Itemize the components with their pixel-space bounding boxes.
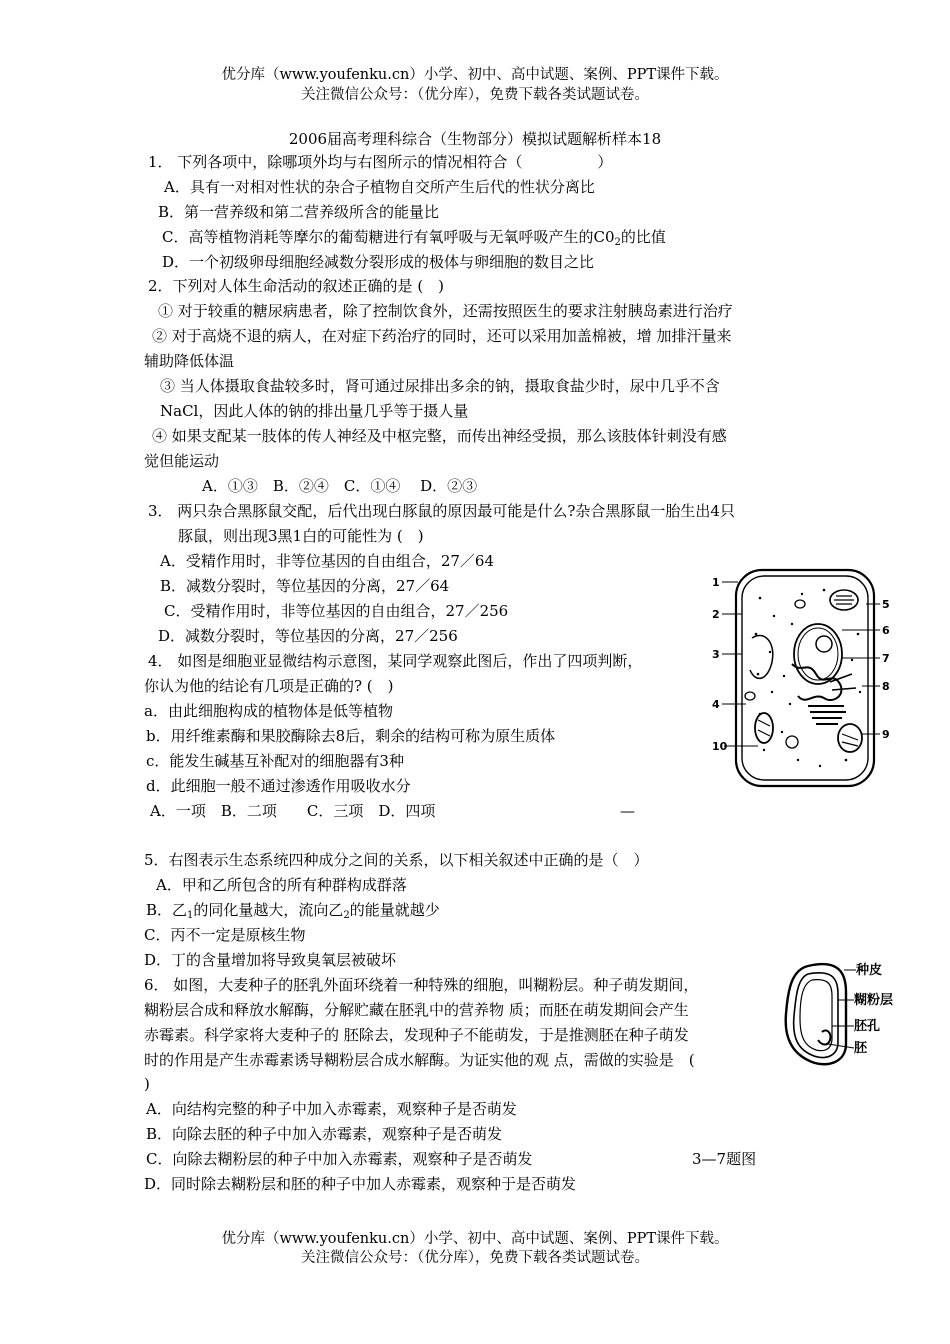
q4-judgment-a: a．由此细胞构成的植物体是低等植物 (144, 702, 393, 720)
q6-option-a: A．向结构完整的种子中加入赤霉素，观察种子是否萌发 (146, 1100, 517, 1118)
q2-statement-3b: NaCl，因此人体的钠的排出量几乎等于摄人量 (160, 402, 469, 420)
q2-statement-1: ① 对于较重的糖尿病患者，除了控制饮食外，还需按照医生的要求注射胰岛素进行治疗 (158, 302, 733, 320)
q2-statement-2b: 辅助降低体温 (144, 352, 235, 370)
seed-label-embryo: 胚 (854, 1041, 868, 1056)
mitochondrion-right (838, 724, 862, 752)
footer-line-2: 关注微信公众号：（优分库），免费下载各类试题试卷。 (301, 1250, 649, 1266)
q5-stem: 5．右图表示生态系统四种成分之间的关系，以下相关叙述中正确的是（ ） (144, 851, 649, 869)
plant-cell-diagram (712, 564, 898, 796)
q4-stem-1: 4． 如图是细胞亚显微结构示意图，某同学观察此图后，作出了四项判断， (148, 652, 643, 670)
seed-label-embryo-pore: 胚孔 (854, 1019, 881, 1034)
cell-label-4: 4 (712, 698, 720, 711)
cell-label-9: 9 (882, 728, 890, 741)
barley-seed-diagram (778, 958, 908, 1070)
q4-judgment-b: b．用纤维素酶和果胶酶除去8后，剩余的结构可称为原生质体 (146, 727, 556, 745)
nucleus (794, 624, 842, 684)
cell-label-2: 2 (712, 608, 720, 621)
q6-option-d: D．同时除去糊粉层和胚的种子中加人赤霉素，观察种于是否萌发 (144, 1175, 577, 1193)
q4-judgment-c: c．能发生碱基互补配对的细胞器有3种 (146, 752, 404, 770)
q6-option-b: B．向除去胚的种子中加入赤霉素，观察种子是否萌发 (146, 1125, 503, 1143)
small-organelle (745, 692, 755, 700)
header-line-2: 关注微信公众号：（优分库），免费下载各类试题试卷。 (301, 87, 649, 103)
nucleolus (816, 636, 832, 652)
vacuole-outline (750, 635, 773, 678)
q2-statement-4b: 觉但能运动 (144, 452, 220, 470)
cell-label-3: 3 (712, 648, 720, 661)
cell-label-7: 7 (882, 652, 890, 665)
endosperm (800, 980, 832, 1051)
q2-statement-2a: ② 对于高烧不退的病人，在对症下药治疗的同时，还可以采用加盖棉被，增 加排汗量来 (152, 327, 732, 345)
q1-option-b: B．第一营养级和第二营养级所含的能量比 (158, 203, 440, 221)
q3-option-b: B．减数分裂时，等位基因的分离，27／64 (160, 577, 450, 595)
q6-stem-4: 时的作用是产生赤霉素诱导糊粉层合成水解酶。为证实他的观 点，需做的实验是 ( (144, 1051, 695, 1069)
q3-option-c: C．受精作用时，非等位基因的自由组合，27／256 (164, 602, 509, 620)
q4-judgment-d: d．此细胞一般不通过渗透作用吸收水分 (146, 777, 411, 795)
q1-option-a: A．具有一对相对性状的杂合子植物自交所产生后代的性状分离比 (164, 178, 595, 196)
q1-stem: 1． 下列各项中，除哪项外均与右图所示的情况相符合（ ） (148, 153, 613, 171)
q2-stem: 2．下列对人体生命活动的叙述正确的是 ( ) (148, 277, 445, 295)
q4-dash: — (620, 802, 635, 820)
q5-option-d: D．丁的含量增加将导致臭氧层被破坏 (144, 951, 397, 969)
embryo (818, 1030, 830, 1044)
q3-stem-1: 3． 两只杂合黑豚鼠交配，后代出现白豚鼠的原因最可能是什么?杂合黑豚鼠一胎生出4只 (148, 502, 735, 520)
q1-option-d: D．一个初级卵母细胞经减数分裂形成的极体与卵细胞的数目之比 (162, 253, 595, 271)
q6-stem-5: ) (144, 1075, 150, 1093)
q6-option-c: C．向除去糊粉层的种子中加入赤霉素，观察种子是否萌发 (146, 1150, 533, 1168)
header-line-1: 优分库（www.youfenku.cn）小学、初中、高中试题、案例、PPT课件下载。 (221, 67, 729, 83)
q2-options: A．①③ B．②④ C．①④ D．②③ (202, 477, 478, 495)
figure-caption: 3—7题图 (692, 1150, 757, 1168)
q3-option-a: A．受精作用时，非等位基因的自由组合，27／64 (160, 552, 495, 570)
ribosome-cluster (795, 600, 805, 608)
seed-label-seed-coat: 种皮 (856, 963, 883, 978)
mitochondrion-left (755, 713, 773, 743)
q2-statement-3a: ③ 当人体摄取食盐较多时，肾可通过尿排出多余的钠，摄取食盐少时，尿中几乎不含 (160, 377, 720, 395)
q1-option-c: C．高等植物消耗等摩尔的葡萄糖进行有氧呼吸与无氧呼吸产生的$C0_2$的比值 (162, 228, 666, 248)
cell-label-8: 8 (882, 680, 890, 693)
q4-stem-2: 你认为他的结论有几项是正确的? ( ) (144, 677, 394, 695)
vesicle (786, 736, 798, 748)
footer-line-1: 优分库（www.youfenku.cn）小学、初中、高中试题、案例、PPT课件下载。 (221, 1231, 729, 1247)
golgi-apparatus (808, 706, 846, 724)
q6-stem-3: 赤霉素。科学家将大麦种子的 胚除去，发现种子不能萌发，于是推测胚在种子萌发 (144, 1026, 689, 1044)
page-title: 2006届高考理科综合（生物部分）模拟试题解析样本18 (288, 130, 662, 148)
q4-options: A．一项 B．二项 C．三项 D．四项 (150, 802, 436, 820)
q6-stem-1: 6． 如图，大麦种子的胚乳外面环绕着一种特殊的细胞，叫糊粉层。种子萌发期间， (144, 976, 699, 994)
cell-label-10: 10 (712, 740, 728, 753)
q6-stem-2: 糊粉层合成和释放水解酶，分解贮藏在胚乳中的营养物 质；而胚在萌发期间会产生 (144, 1001, 689, 1019)
cell-label-1: 1 (712, 576, 720, 589)
q5-option-b: B．乙$_1$的同化量越大，流向乙$_2$的能量就越少 (146, 901, 440, 921)
cell-label-6: 6 (882, 624, 890, 637)
q5-option-c: C．丙不一定是原核生物 (144, 926, 306, 944)
q2-statement-4a: ④ 如果支配某一肢体的传人神经及中枢完整，而传出神经受损，那么该肢体针刺没有感 (152, 427, 727, 445)
q3-stem-2: 豚鼠，则出现3黑1白的可能性为 ( ) (178, 527, 424, 545)
q3-option-d: D．减数分裂时，等位基因的分离，27／256 (158, 627, 458, 645)
cell-label-5: 5 (882, 598, 890, 611)
seed-label-aleurone: 糊粉层 (854, 993, 894, 1008)
q5-option-a: A．甲和乙所包含的所有种群构成群落 (156, 876, 407, 894)
